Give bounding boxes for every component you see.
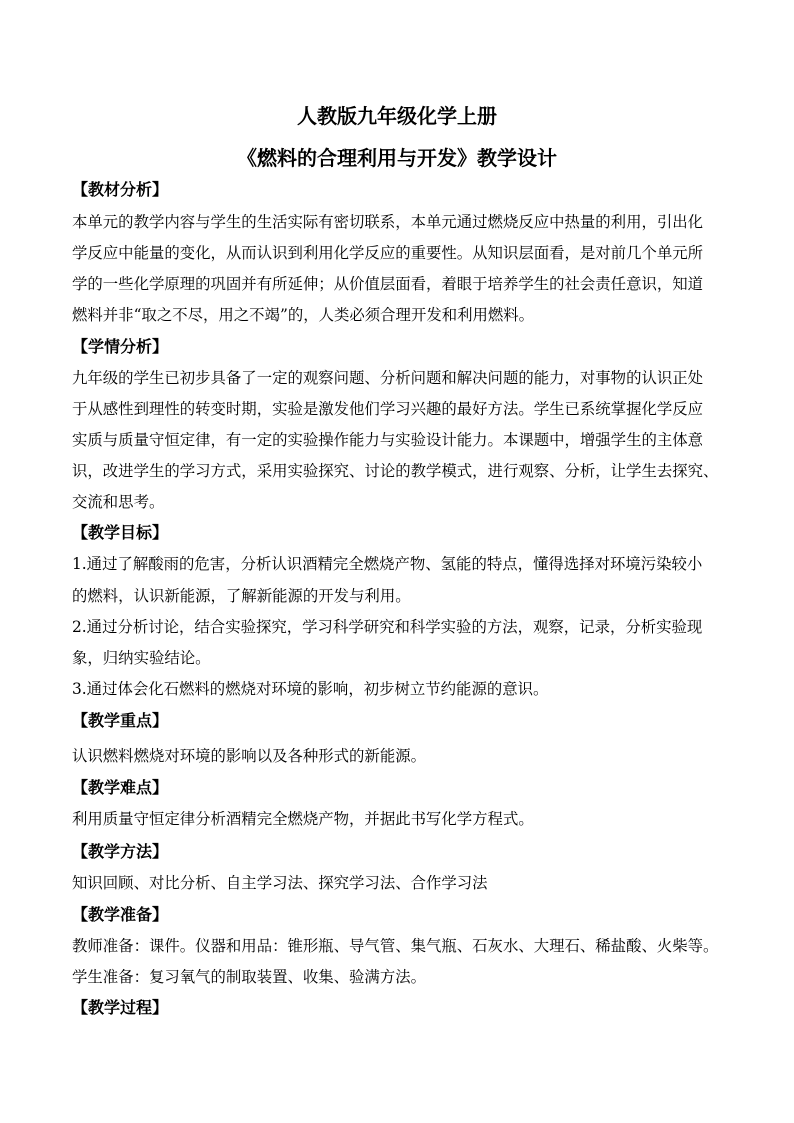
paragraph-line: 3.通过体会化石燃料的燃烧对环境的影响，初步树立节约能源的意识。 <box>72 680 549 698</box>
heading-teaching-process: 【教学过程】 <box>72 998 169 1017</box>
heading-preparation: 【教学准备】 <box>72 905 169 924</box>
paragraph-line: 利用质量守恒定律分析酒精完全燃烧产物，并据此书写化学方程式。 <box>72 810 534 828</box>
paragraph-line: 九年级的学生已初步具备了一定的观察问题、分析问题和解决问题的能力，对事物的认识正处 <box>72 369 704 387</box>
heading-teaching-goals: 【教学目标】 <box>72 523 169 542</box>
paragraph-line: 的燃料，认识新能源，了解新能源的开发与利用。 <box>72 587 411 605</box>
heading-difficulties: 【教学难点】 <box>72 778 169 797</box>
paragraph-line: 知识回顾、对比分析、自主学习法、探究学习法、合作学习法 <box>72 874 488 892</box>
paragraph-line: 识，改进学生的学习方式，采用实验探究、讨论的教学模式，进行观察、分析，让学生去探究、 <box>72 462 719 480</box>
heading-material-analysis: 【教材分析】 <box>72 180 169 199</box>
paragraph-line: 学生准备：复习氧气的制取装置、收集、验满方法。 <box>72 968 426 986</box>
paragraph-line: 2.通过分析讨论，结合实验探究，学习科学研究和科学实验的方法，观察，记录，分析实验现 <box>72 618 703 636</box>
document-title: 人教版九年级化学上册 <box>297 104 497 128</box>
paragraph-line: 燃料并非“取之不尽，用之不竭”的，人类必须合理开发和利用燃料。 <box>72 306 535 324</box>
heading-teaching-methods: 【教学方法】 <box>72 842 169 861</box>
paragraph-line: 教师准备：课件。仪器和用品：锥形瓶、导气管、集气瓶、石灰水、大理石、稀盐酸、火柴等。 <box>72 937 719 955</box>
heading-student-analysis: 【学情分析】 <box>72 337 169 356</box>
heading-key-points: 【教学重点】 <box>72 711 169 730</box>
paragraph-line: 学反应中能量的变化，从而认识到利用化学反应的重要性。从知识层面看，是对前几个单元所 <box>72 244 704 262</box>
paragraph-line: 象，归纳实验结论。 <box>72 649 211 667</box>
paragraph-line: 实质与质量守恒定律，有一定的实验操作能力与实验设计能力。本课题中，增强学生的主体意 <box>72 431 704 449</box>
document-subtitle: 《燃料的合理利用与开发》教学设计 <box>237 146 557 170</box>
paragraph-line: 于从感性到理性的转变时期，实验是激发他们学习兴趣的最好方法。学生已系统掌握化学反应 <box>72 400 704 418</box>
paragraph-line: 本单元的教学内容与学生的生活实际有密切联系，本单元通过燃烧反应中热量的利用，引出化 <box>72 213 704 231</box>
paragraph-line: 学的一些化学原理的巩固并有所延伸；从价值层面看，着眼于培养学生的社会责任意识，知道 <box>72 275 704 293</box>
paragraph-line: 认识燃料燃烧对环境的影响以及各种形式的新能源。 <box>72 747 426 765</box>
paragraph-line: 1.通过了解酸雨的危害，分析认识酒精完全燃烧产物、氢能的特点，懂得选择对环境污染较小 <box>72 555 703 573</box>
paragraph-line: 交流和思考。 <box>72 493 165 511</box>
